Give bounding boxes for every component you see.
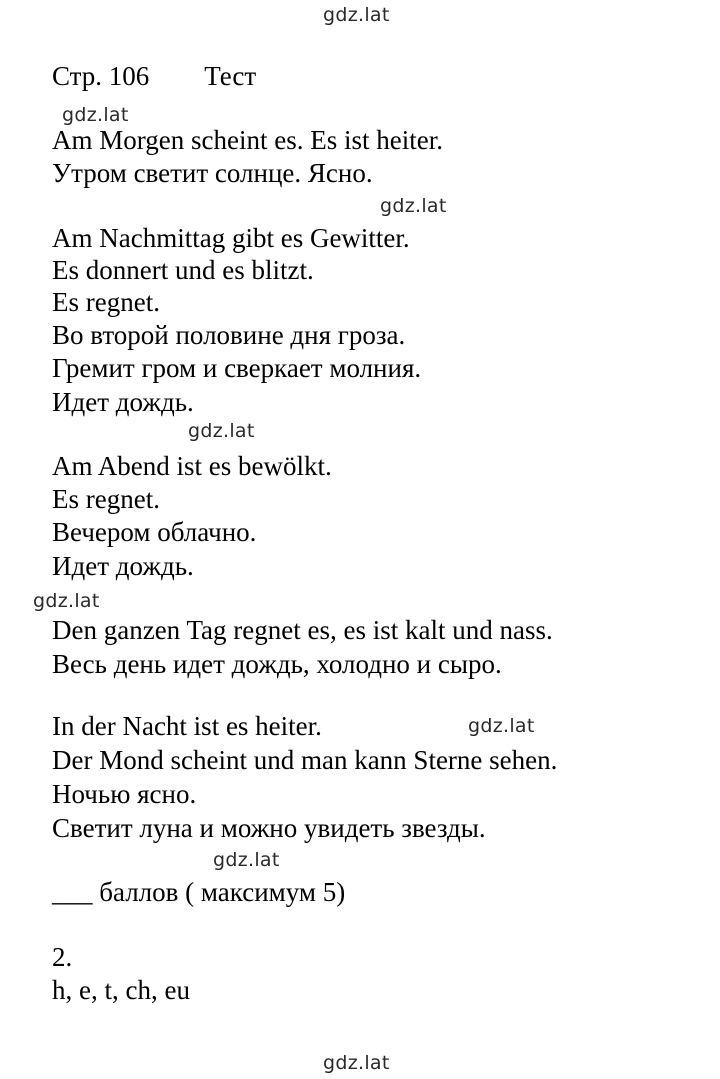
text-line-ru: Утром светит солнце. Ясно. [52, 158, 373, 188]
text-line-ru: Светит луна и можно увидеть звезды. [52, 813, 486, 843]
text-line-de: Den ganzen Tag regnet es, es ist kalt und nass. [52, 615, 553, 645]
watermark: gdz.lat [323, 4, 390, 26]
task-answer: h, e, t, ch, eu [52, 975, 190, 1005]
watermark: gdz.lat [62, 104, 129, 126]
text-line-ru: Идет дождь. [52, 551, 194, 581]
text-line-de: In der Nacht ist es heiter. [52, 711, 322, 741]
score-line: ___ баллов ( максимум 5) [52, 877, 346, 907]
watermark: gdz.lat [33, 590, 100, 612]
text-line-de: Der Mond scheint und man kann Sterne sehen. [52, 745, 558, 775]
text-line-ru: Ночью ясно. [52, 779, 197, 809]
text-line-de: Am Abend ist es bewölkt. [52, 451, 332, 481]
page-header [52, 60, 256, 92]
page-title: Тест [204, 61, 257, 91]
text-line-ru: Во второй половине дня гроза. [52, 320, 406, 350]
text-line-ru: Весь день идет дождь, холодно и сыро. [52, 649, 502, 679]
text-line-ru: Гремит гром и сверкает молния. [52, 353, 422, 383]
text-line-de: Am Nachmittag gibt es Gewitter. [52, 223, 410, 253]
watermark: gdz.lat [380, 195, 447, 217]
watermark: gdz.lat [323, 1052, 390, 1074]
task-number: 2. [52, 942, 73, 972]
text-line-de: Es donnert und es blitzt. [52, 255, 314, 285]
text-line-ru: Идет дождь. [52, 387, 194, 417]
page-number: Стр. 106 [52, 61, 150, 91]
watermark: gdz.lat [188, 420, 255, 442]
text-line-ru: Вечером облачно. [52, 517, 257, 547]
text-line-de: Am Morgen scheint es. Es ist heiter. [52, 125, 443, 155]
watermark: gdz.lat [213, 849, 280, 871]
watermark: gdz.lat [468, 715, 535, 737]
text-line-de: Es regnet. [52, 484, 160, 514]
text-line-de: Es regnet. [52, 287, 160, 317]
